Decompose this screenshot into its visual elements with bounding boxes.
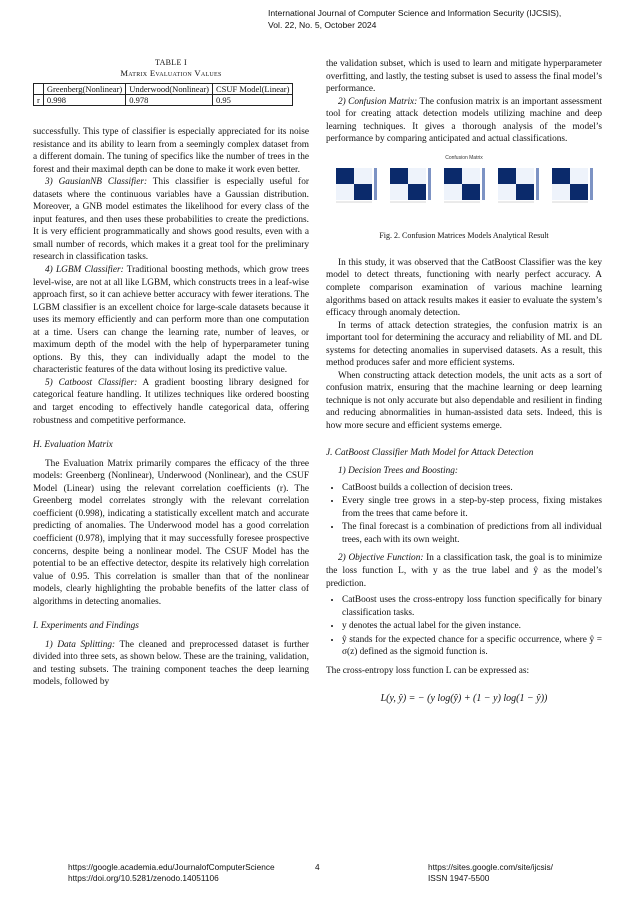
footer-right (428, 862, 553, 884)
left-column (33, 58, 309, 689)
table-header-row (34, 84, 293, 95)
paragraph-heading: 1) Data Splitting: (45, 639, 116, 650)
subsection-heading: 1) Decision Trees and Boosting: (338, 466, 458, 477)
table-cell: 0.998 (43, 95, 125, 106)
journal-name: International Journal of Computer Science and Information Security (IJCSIS), (268, 8, 562, 18)
list-item: • CatBoost uses the cross-entropy loss function specifically for binary classification tasks. (342, 594, 602, 619)
paragraph-heading: 4) LGBM Classifier: (45, 265, 124, 276)
table-cell: 0.978 (126, 95, 213, 106)
paragraph (33, 377, 309, 427)
paragraph: When constructing attack detection models, the unit acts as a sort of confusion matrix, ensuring that the machine learning or deep learning technique is not only accurate but also dependable and resilient in finding and reducing abnormalities in human-assisted data sets. Indeed, this is how more secure and efficient systems emerge. (326, 370, 602, 432)
running-header (268, 7, 561, 31)
right-column (326, 58, 602, 706)
paragraph-text: The cleaned and preprocessed dataset is further divided into three sets, as shown below. These are the training, validation, and testing subsets. The training component teaches the deep learning models, followed by (33, 639, 310, 688)
paragraph-text: A gradient boosting library designed for categorical feature handling. It utilizes techniques like ordered boosting and target encoding to effectively handle categorical data, offering robustness and competitive performance. (33, 377, 309, 426)
journal-volume: Vol. 22, No. 5, October 2024 (268, 20, 377, 30)
evaluation-table (33, 83, 293, 106)
matrix-panel (552, 168, 593, 202)
paragraph: In this study, it was observed that the CatBoost Classifier was the key model to detect threats, functioning with nearly perfect accuracy. A complete comparison examination of various machine learning algorithms based on attack results makes it easier to evaluate the system’s efficacy through anomaly detection. (326, 257, 602, 319)
matrix-panel (444, 168, 485, 202)
paragraph (326, 552, 602, 590)
figure-title: Confusion Matrix (445, 154, 483, 161)
table-header-cell: Underwood(Nonlinear) (126, 84, 213, 95)
table-title: Matrix Evaluation Values (120, 68, 222, 78)
list-item: • The final forecast is a combination of predictions from all individual trees, each with its own weight. (342, 521, 602, 546)
matrix-panel (390, 168, 431, 202)
paragraph: The cross-entropy loss function L can be expressed as: (326, 665, 530, 676)
bullet-list (326, 482, 602, 547)
paragraph-heading: 2) Objective Function: (338, 553, 424, 564)
list-item: • ŷ stands for the expected chance for a specific occurrence, where ŷ = σ(z) defined as the sigmoid function is. (342, 634, 602, 659)
paragraph-text: In a classification task, the goal is to minimize the loss function L, with y as the true label and ŷ as the model’s prediction. (326, 553, 602, 589)
section-heading: H. Evaluation Matrix (33, 440, 113, 451)
list-item: • CatBoost builds a collection of decision trees. (342, 482, 602, 495)
cross-entropy-equation: L(y, ŷ) = − (y log(ŷ) + (1 − y) log(1 − ŷ)) (380, 693, 548, 705)
page-number: 4 (315, 862, 320, 872)
footer-left (68, 862, 275, 884)
matrix-panels (336, 168, 593, 202)
table-row (34, 95, 293, 106)
paragraph: The Evaluation Matrix primarily compares the efficacy of the three models: Greenberg (Nonlinear), Underwood (Nonlinear), and the CSUF Model (Linear) using the relevant correlation coefficients (r). The Greenberg model correlates strongly with the relevant correlation coefficient (0.998), indicating a statistically excellent match and accurate predicting of anomalies. The Underwood model has a good correlation coefficient (0.978), implying that it may successfully foresee prospective concerns, despite being a nonlinear model. The CSUF Model has the potential to be an effective detector, despite its relatively high correlation value of 0.95. This correlation is smaller than that of the nonlinear models, clearly highlighting the probable benefits of the latter class of algorithms in detecting anomalies. (33, 458, 309, 607)
list-item: • y denotes the actual label for the given instance. (342, 620, 602, 633)
footer-site-link[interactable]: https://sites.google.com/site/ijcsis/ (428, 862, 553, 872)
section-heading: I. Experiments and Findings (33, 621, 139, 632)
paragraph-text: This classifier is especially useful for datasets where the continuous variables have a Gaussian distribution. Moreover, a GNB model estimates the likelihood for every class of the input features, and then uses these probabilities to create the predictions. It is very efficient programmatically and shows good results, even with a small number of records, which makes it a great tool for the preliminary research in classification tasks. (33, 177, 309, 263)
paragraph (326, 96, 602, 146)
matrix-panel (336, 168, 377, 202)
footer-doi[interactable]: https://doi.org/10.5281/zenodo.14051106 (68, 873, 219, 883)
confusion-matrix-figure (326, 152, 602, 243)
paragraph-text: Traditional boosting methods, which grow trees level-wise, are not at all like LGBM, which constructs trees in a leaf-wise approach first, so it can achieve better accuracy with fewer iterations. The LGBM classifier is an excellent choice for large-scale datasets because it uses its memory efficiently and can perform more than one computation at a time. Users can change the learning rate, number of leaves, or maximum depth of the model with the help of hyperparameter tuning options. By this, they can individually adapt the model to the characteristic features of the data without losing its predictive value. (33, 265, 309, 376)
confusion-matrix-graphic (326, 152, 602, 220)
paragraph (33, 176, 309, 264)
table-header-cell: CSUF Model(Linear) (213, 84, 293, 95)
paragraph-text: The confusion matrix is an important assessment tool for creating attack detection models utilizing machine and deep learning techniques. It gives a thorough analysis of the model’s performance by comparing anticipated and actual classifications. (326, 96, 602, 145)
paragraph: the validation subset, which is used to learn and mitigate hyperparameter overfitting, and lastly, the testing subset is used to assess the final model’s performance. (326, 59, 602, 95)
paragraph: successfully. This type of classifier is especially appreciated for its noise resistance and its ability to learn from a seemingly complex dataset from a different domain. The tuning of specifics like the number of trees in the forest and their maximal depth can be done to make it work even better. (33, 127, 309, 175)
list-item: • Every single tree grows in a step-by-step process, fixing mistakes from the trees that came before it. (342, 495, 602, 520)
section-heading: J. CatBoost Classifier Math Model for Attack Detection (326, 447, 534, 458)
footer-link[interactable]: https://google.academia.edu/JournalofComputerScience (68, 862, 275, 872)
footer-issn: ISSN 1947-5500 (428, 873, 490, 883)
paragraph (33, 639, 309, 689)
table-header-cell: Greenberg(Nonlinear) (43, 84, 125, 95)
figure-caption: Fig. 2. Confusion Matrices Models Analytical Result (379, 231, 549, 241)
table-cell: 0.95 (213, 95, 293, 106)
paragraph-heading: 3) GausianNB Classifier: (45, 177, 148, 188)
matrix-panel (498, 168, 539, 202)
paragraph-heading: 2) Confusion Matrix: (338, 96, 418, 107)
paragraph-heading: 5) Catboost Classifier: (45, 377, 138, 388)
paragraph: In terms of attack detection strategies, the confusion matrix is an important tool for determining the accuracy and reliability of ML and DL systems for detecting anomalies in supervised datasets. As a result, this method produces safer and more efficient systems. (326, 320, 602, 369)
table-label: TABLE I (155, 58, 187, 67)
table-cell: r (34, 95, 44, 106)
paragraph (33, 264, 309, 377)
bullet-list (326, 594, 602, 659)
table-header-cell (34, 84, 44, 95)
